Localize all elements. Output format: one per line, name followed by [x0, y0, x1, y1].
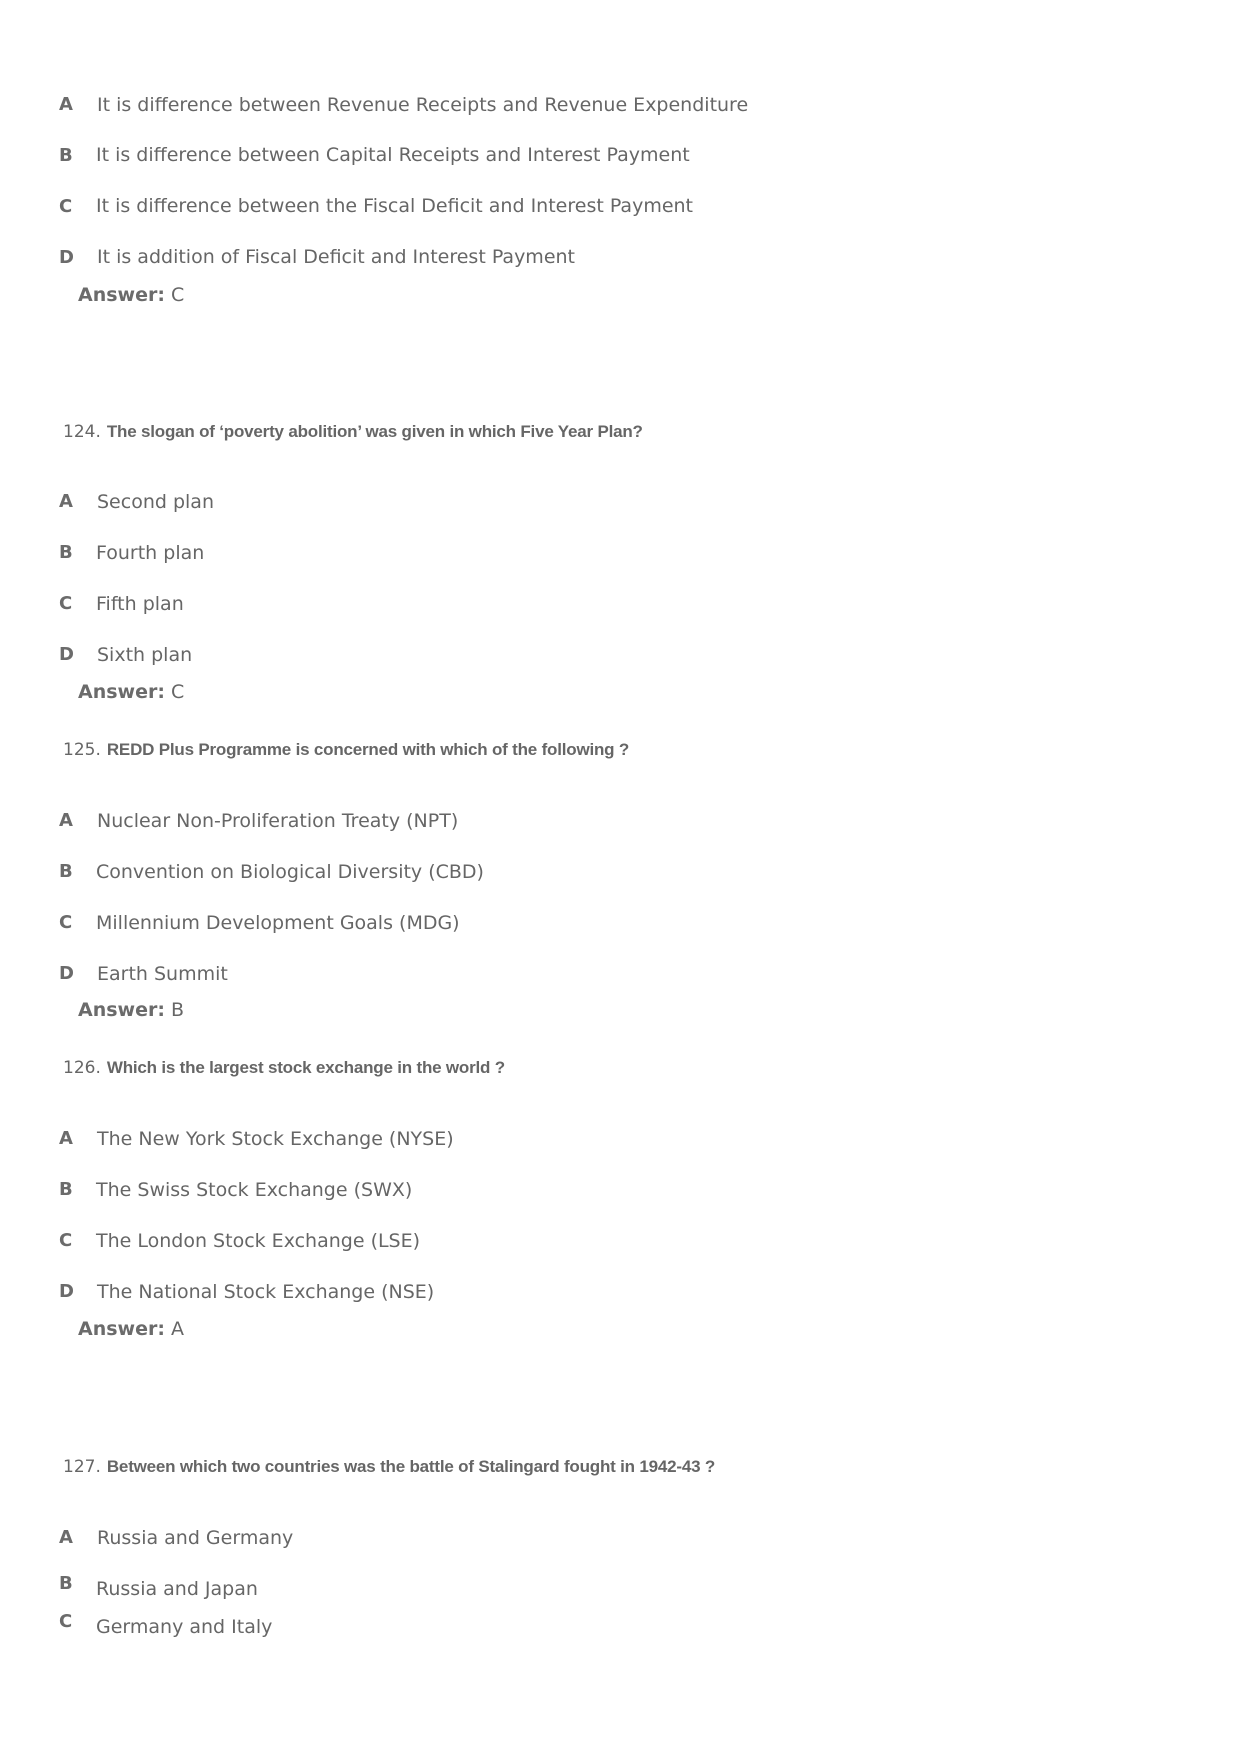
option-letter: C [59, 593, 73, 614]
option-letter: D [59, 644, 74, 665]
question-heading [63, 1057, 505, 1079]
answer-label: Answer: [78, 1318, 165, 1340]
option-text: It is difference between Revenue Receipts and Revenue Expenditure [97, 94, 749, 116]
option-text: The Swiss Stock Exchange (SWX) [96, 1179, 413, 1201]
answer-line [78, 283, 184, 307]
question-text: REDD Plus Programme is concerned with which of the following ? [106, 740, 630, 759]
option-letter: D [59, 963, 74, 984]
option-text: The National Stock Exchange (NSE) [97, 1281, 435, 1303]
question-number: 125. [63, 740, 101, 760]
option-letter: C [59, 1230, 73, 1251]
answer-label: Answer: [78, 681, 165, 703]
option-letter: C [59, 196, 73, 217]
option-text: Fifth plan [96, 593, 184, 615]
option-letter: A [59, 810, 73, 831]
answer-value: C [171, 284, 185, 306]
answer-line [78, 1317, 184, 1341]
option-text: Convention on Biological Diversity (CBD) [96, 861, 484, 883]
answer-line [78, 680, 184, 704]
question-number: 124. [63, 422, 101, 442]
option-text: Second plan [97, 491, 214, 513]
option-text: Russia and Germany [97, 1527, 294, 1549]
option-text: The London Stock Exchange (LSE) [96, 1230, 421, 1252]
option-text: Fourth plan [96, 542, 205, 564]
question-heading [63, 739, 629, 761]
option-text: Nuclear Non-Proliferation Treaty (NPT) [97, 810, 459, 832]
option-text: Millennium Development Goals (MDG) [96, 912, 460, 934]
option-text: It is difference between the Fiscal Deficit and Interest Payment [96, 195, 694, 217]
option-letter: B [59, 1179, 73, 1200]
option-text: Earth Summit [97, 963, 228, 985]
answer-label: Answer: [78, 284, 165, 306]
option-text: It is addition of Fiscal Deficit and Interest Payment [97, 246, 575, 268]
option-letter: D [59, 247, 74, 268]
answer-label: Answer: [78, 999, 165, 1021]
question-heading [63, 1456, 715, 1478]
option-letter: B [59, 542, 73, 563]
question-number: 127. [63, 1457, 101, 1477]
option-letter: B [59, 861, 73, 882]
option-letter: D [59, 1281, 74, 1302]
option-letter: A [59, 1128, 73, 1149]
question-text: Which is the largest stock exchange in the world ? [106, 1058, 505, 1077]
option-letter: B [59, 145, 73, 166]
option-text: It is difference between Capital Receipts and Interest Payment [96, 144, 690, 166]
option-letter: A [59, 1527, 73, 1548]
option-letter: C [59, 912, 73, 933]
option-text: Sixth plan [97, 644, 193, 666]
question-number: 126. [63, 1058, 101, 1078]
option-text: Russia and Japan [96, 1578, 258, 1600]
answer-line [78, 998, 184, 1022]
option-letter: A [59, 94, 73, 115]
question-heading [63, 421, 643, 443]
option-text: The New York Stock Exchange (NYSE) [97, 1128, 454, 1150]
question-text: Between which two countries was the battle of Stalingard fought in 1942-43 ? [106, 1457, 716, 1476]
answer-value: A [171, 1318, 184, 1340]
answer-value: B [171, 999, 185, 1021]
option-letter: C [59, 1611, 73, 1632]
option-letter: A [59, 491, 73, 512]
option-letter: B [59, 1573, 73, 1594]
answer-value: C [171, 681, 185, 703]
question-text: The slogan of ‘poverty abolition’ was given in which Five Year Plan? [106, 422, 643, 441]
option-text: Germany and Italy [96, 1616, 273, 1638]
